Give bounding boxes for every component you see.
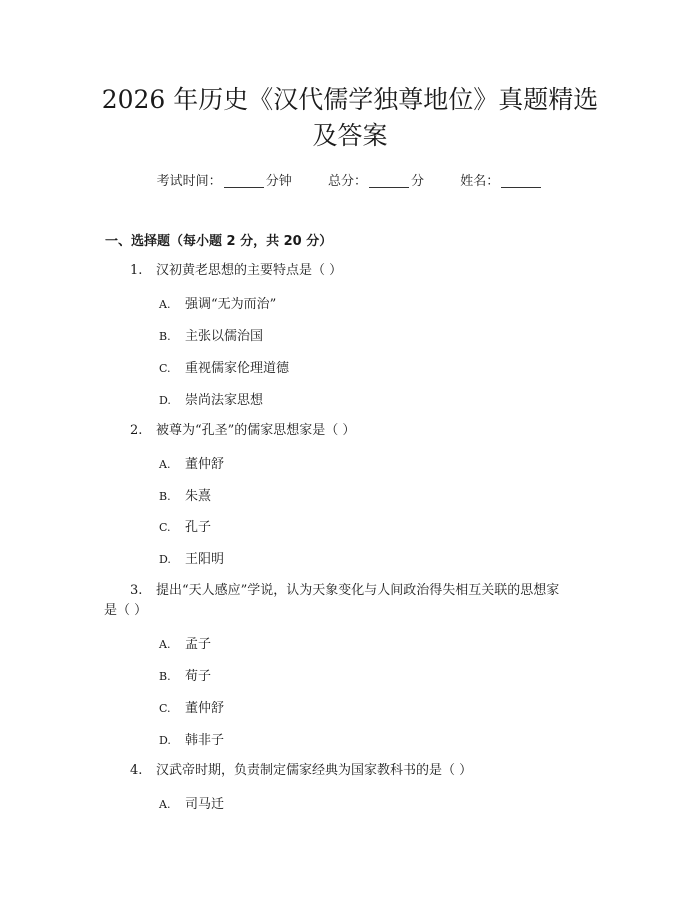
question-text-line-2: 是（ ） [104,603,148,618]
option-letter: B. [159,330,171,343]
time-label: 考试时间： [156,174,222,189]
option-3c [159,697,224,716]
option-text: 司马迁 [185,797,225,812]
question-4 [104,760,604,781]
option-3d [159,729,224,748]
option-text: 孔子 [185,520,212,535]
question-number: 3. [130,583,143,598]
option-1d [159,389,263,408]
option-2d [159,548,224,567]
question-number: 1. [130,263,143,278]
option-letter: A. [159,638,171,651]
option-text: 朱熹 [185,489,212,504]
question-text: 被尊为“孔圣”的儒家思想家是（ ） [156,423,356,438]
page-title [60,82,640,154]
option-letter: C. [159,702,171,715]
score-unit: 分 [411,174,425,189]
question-number: 2. [130,423,143,438]
option-letter: C. [159,362,171,375]
question-text-line-1: 提出“天人感应”学说，认为天象变化与人间政治得失相互关联的思想家 [156,583,560,598]
option-text: 韩非子 [185,733,225,748]
option-text: 主张以儒治国 [185,329,264,344]
exam-meta [0,170,700,189]
score-blank [369,173,409,188]
option-letter: D. [159,394,171,407]
option-text: 重视儒家伦理道德 [185,361,290,376]
name-blank [501,173,541,188]
option-3b [159,665,211,684]
option-letter: D. [159,734,171,747]
option-letter: B. [159,490,171,503]
option-letter: A. [159,298,171,311]
option-2a [159,453,224,472]
option-1b [159,325,263,344]
option-letter: C. [159,521,171,534]
option-text: 崇尚法家思想 [185,393,264,408]
option-text: 荀子 [185,669,212,684]
name-label: 姓名： [460,174,500,189]
title-line-1: 2026 年历史《汉代儒学独尊地位》真题精选 [101,85,599,114]
option-text: 孟子 [185,637,212,652]
option-4a [159,793,224,812]
option-3a [159,633,211,652]
question-1 [104,260,604,281]
option-text: 董仲舒 [185,701,225,716]
option-letter: A. [159,458,171,471]
option-2b [159,485,211,504]
option-letter: B. [159,670,171,683]
time-unit: 分钟 [265,174,292,189]
option-1a [159,293,276,312]
question-2 [104,420,604,441]
option-letter: A. [159,798,171,811]
option-2c [159,516,211,535]
title-line-2: 及答案 [312,121,388,150]
option-1c [159,357,289,376]
question-3-continued [104,600,604,621]
score-label: 总分： [327,174,367,189]
option-text: 王阳明 [185,552,225,567]
question-text: 汉初黄老思想的主要特点是（ ） [156,263,343,278]
question-text: 汉武帝时期，负责制定儒家经典为国家教科书的是（ ） [156,763,473,778]
option-text: 强调“无为而治” [185,297,277,312]
section-title: 一、选择题（每小题 2 分，共 20 分） [105,234,333,249]
option-text: 董仲舒 [185,457,225,472]
question-3 [104,580,604,601]
time-blank [224,173,264,188]
option-letter: D. [159,553,171,566]
question-number: 4. [130,763,143,778]
